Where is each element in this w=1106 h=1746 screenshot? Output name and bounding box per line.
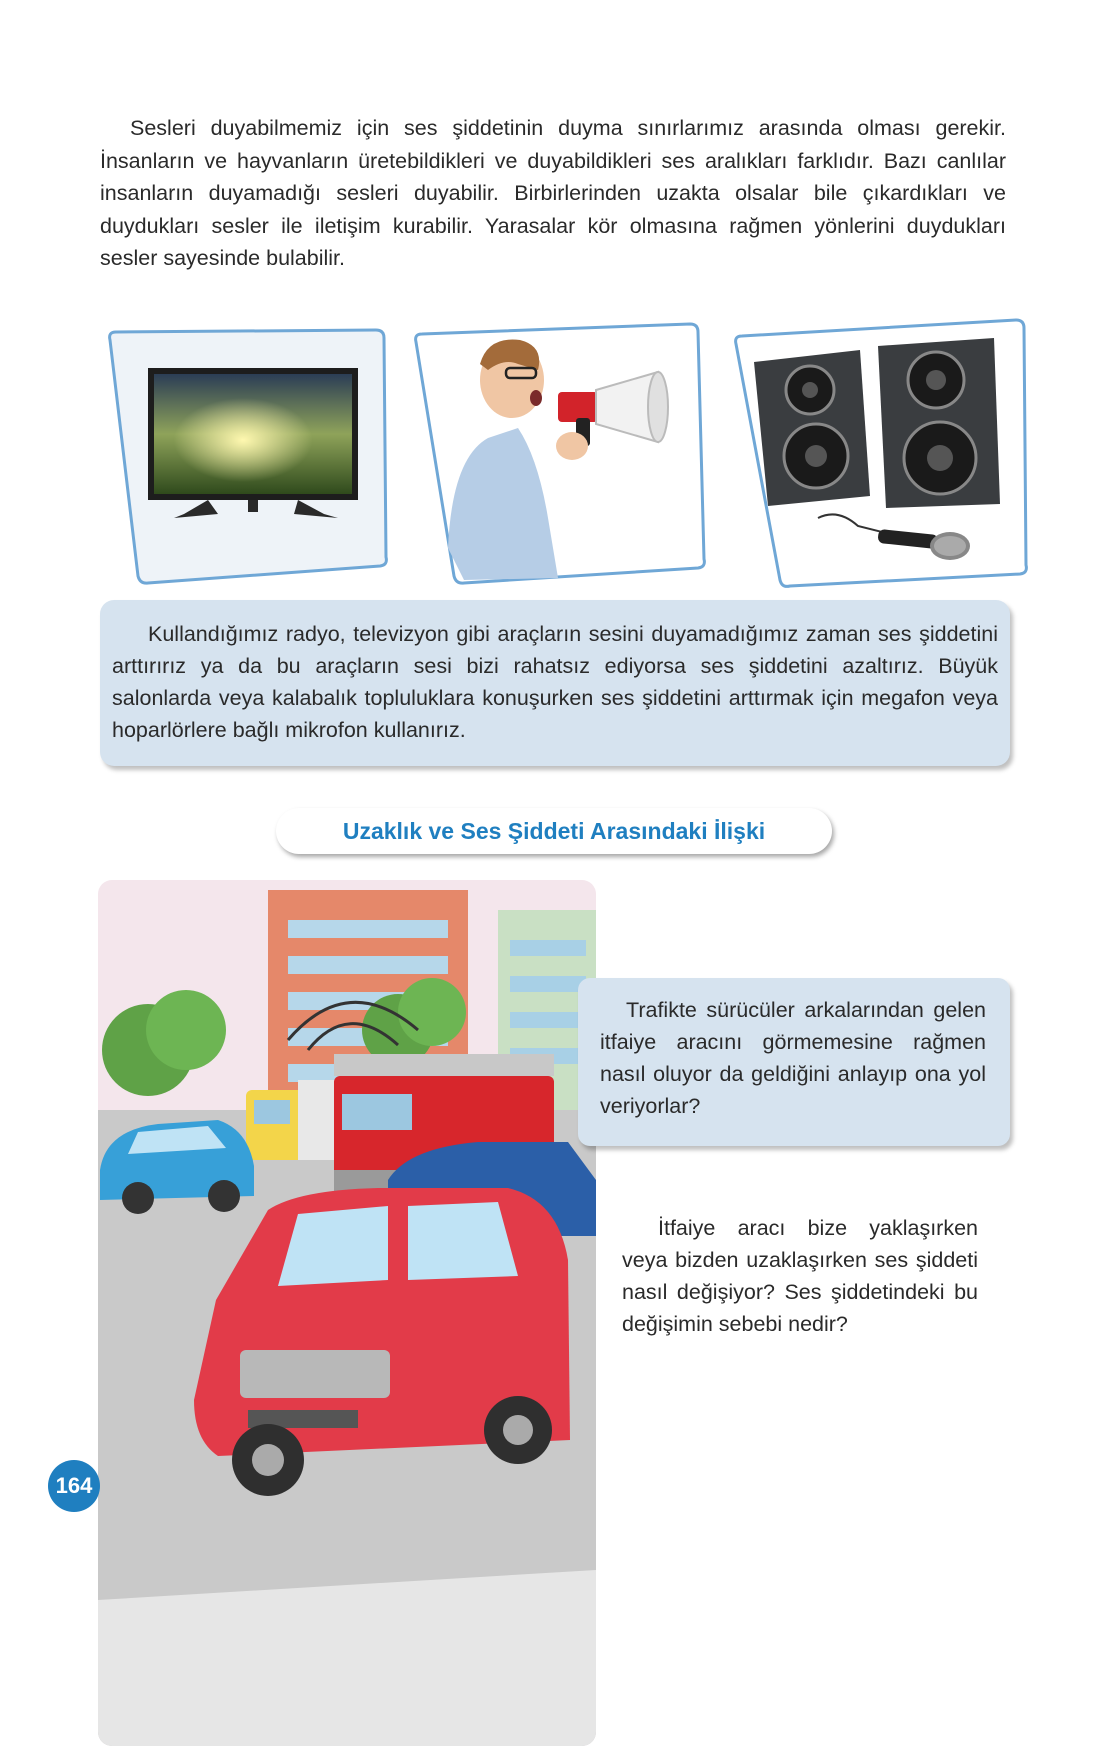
photo-megaphone [408,318,708,588]
photo-television [98,318,392,588]
info-box-text: Kullandığımız radyo, televizyon gibi araçların sesini duyamadığımız zaman ses şiddetini arttırırız ya da bu araçların sesi bizi rahatsız ediyorsa ses şiddetini azaltırız. Büyük salonlarda veya kalabalık topluluklara konuşurken ses şiddetini arttırmak için megafon veya hoparlörlere bağlı mikrofon kullanırız. [112,622,998,742]
traffic-illustration [98,880,596,1746]
question-box-text: Trafikte sürücüler arkalarından gelen itfaiye aracını görmemesine rağmen nasıl oluyor da geldiğini anlayıp ona yol veriyorlar? [600,998,986,1118]
question-box [578,978,1010,1146]
intro-paragraph: Sesleri duyabilmemiz için ses şiddetinin duyma sınırlarımız arasında olması gerekir. İnsanların ve hayvanların üretebildikleri ve duyabildikleri ses aralıkları farklıdır. Bazı canlılar insanların duyamadığı sesleri duyabilir. Birbirlerinden uzakta olsalar bile çıkardıkları ve duydukları sesler ile iletişim kurabilir. Yarasalar kör olmasına rağmen yönlerini duydukları sesler sayesinde bulabilir. [100,116,1006,270]
question-text: İtfaiye aracı bize yaklaşırken veya bizden uzaklaşırken ses şiddeti nasıl değişiyor? Ses şiddetindeki bu değişimin sebebi nedir? [622,1216,978,1336]
speaker-icon [728,318,1030,588]
fire-truck-scene-icon [98,880,596,1746]
photo-speakers [728,318,1030,588]
megaphone-icon [408,318,708,588]
info-box [100,600,1010,766]
page-number: 164 [48,1460,100,1512]
section-title: Uzaklık ve Ses Şiddeti Arasındaki İlişki [276,808,832,854]
tv-icon [98,318,392,588]
